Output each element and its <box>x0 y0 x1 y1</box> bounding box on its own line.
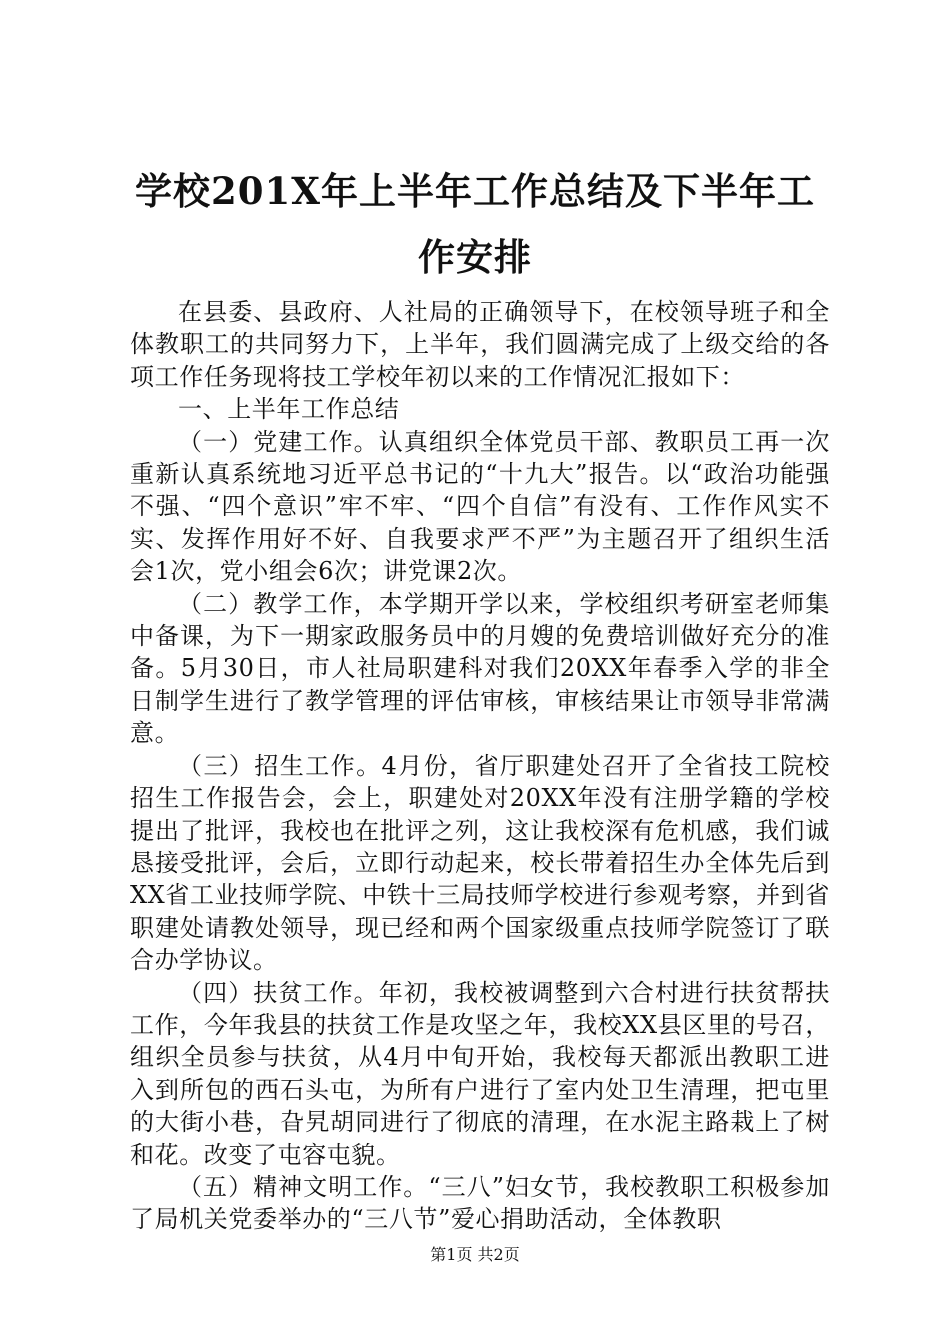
paragraph-teaching: （二）教学工作，本学期开学以来，学校组织考研室老师集中备课，为下一期家政服务员中的月嫂的免费培训做好充分的准备。5月30日，市人社局职建科对我们20XX年春季入学的非全日制学生进行了教学管理的评估审核，审核结果让市领导非常满意。 <box>130 589 830 748</box>
paragraph-enrollment: （三）招生工作。4月份，省厅职建处召开了全省技工院校招生工作报告会，会上，职建处对20XX年没有注册学籍的学校提出了批评，我校也在批评之列，这让我校深有危机感，我们诚恳接受批评，会后，立即行动起来，校长带着招生办全体先后到XX省工业技师学院、中铁十三局技师学校进行参观考察，并到省职建处请教处领导，现已经和两个国家级重点技师学院签订了联合办学协议。 <box>130 751 830 975</box>
document-title: 学校201X年上半年工作总结及下半年工作安排 <box>135 169 815 279</box>
paragraph-party-building: （一）党建工作。认真组织全体党员干部、教职员工再一次重新认真系统地习近平总书记的“十九大”报告。以“政治功能强不强、“四个意识”牢不牢、“四个自信”有没有、工作作风实不实、发挥作用好不好、自我要求严不严”为主题召开了组织生活会1次，党小组会6次；讲党课2次。 <box>130 427 830 586</box>
paragraph-intro: 在县委、县政府、人社局的正确领导下，在校领导班子和全体教职工的共同努力下，上半年，我们圆满完成了上级交给的各项工作任务现将技工学校年初以来的工作情况汇报如下： <box>130 298 830 391</box>
paragraph-civilization: （五）精神文明工作。“三八”妇女节，我校教职工积极参加了局机关党委举办的“三八节”爱心捐助活动，全体教职 <box>130 1172 830 1234</box>
paragraph-poverty-alleviation: （四）扶贫工作。年初，我校被调整到六合村进行扶贫帮扶工作，今年我县的扶贫工作是攻坚之年，我校XX县区里的号召，组织全员参与扶贫，从4月中旬开始，我校每天都派出教职工进入到所包的西石头屯，为所有户进行了室内处卫生清理，把屯里的大街小巷，旮旯胡同进行了彻底的清理，在水泥主路栽上了树和花。改变了屯容屯貌。 <box>130 978 830 1169</box>
section-heading: 一、上半年工作总结 <box>178 395 400 424</box>
page-footer: 第1页 共2页 <box>430 1245 520 1264</box>
document-body <box>130 296 830 1236</box>
